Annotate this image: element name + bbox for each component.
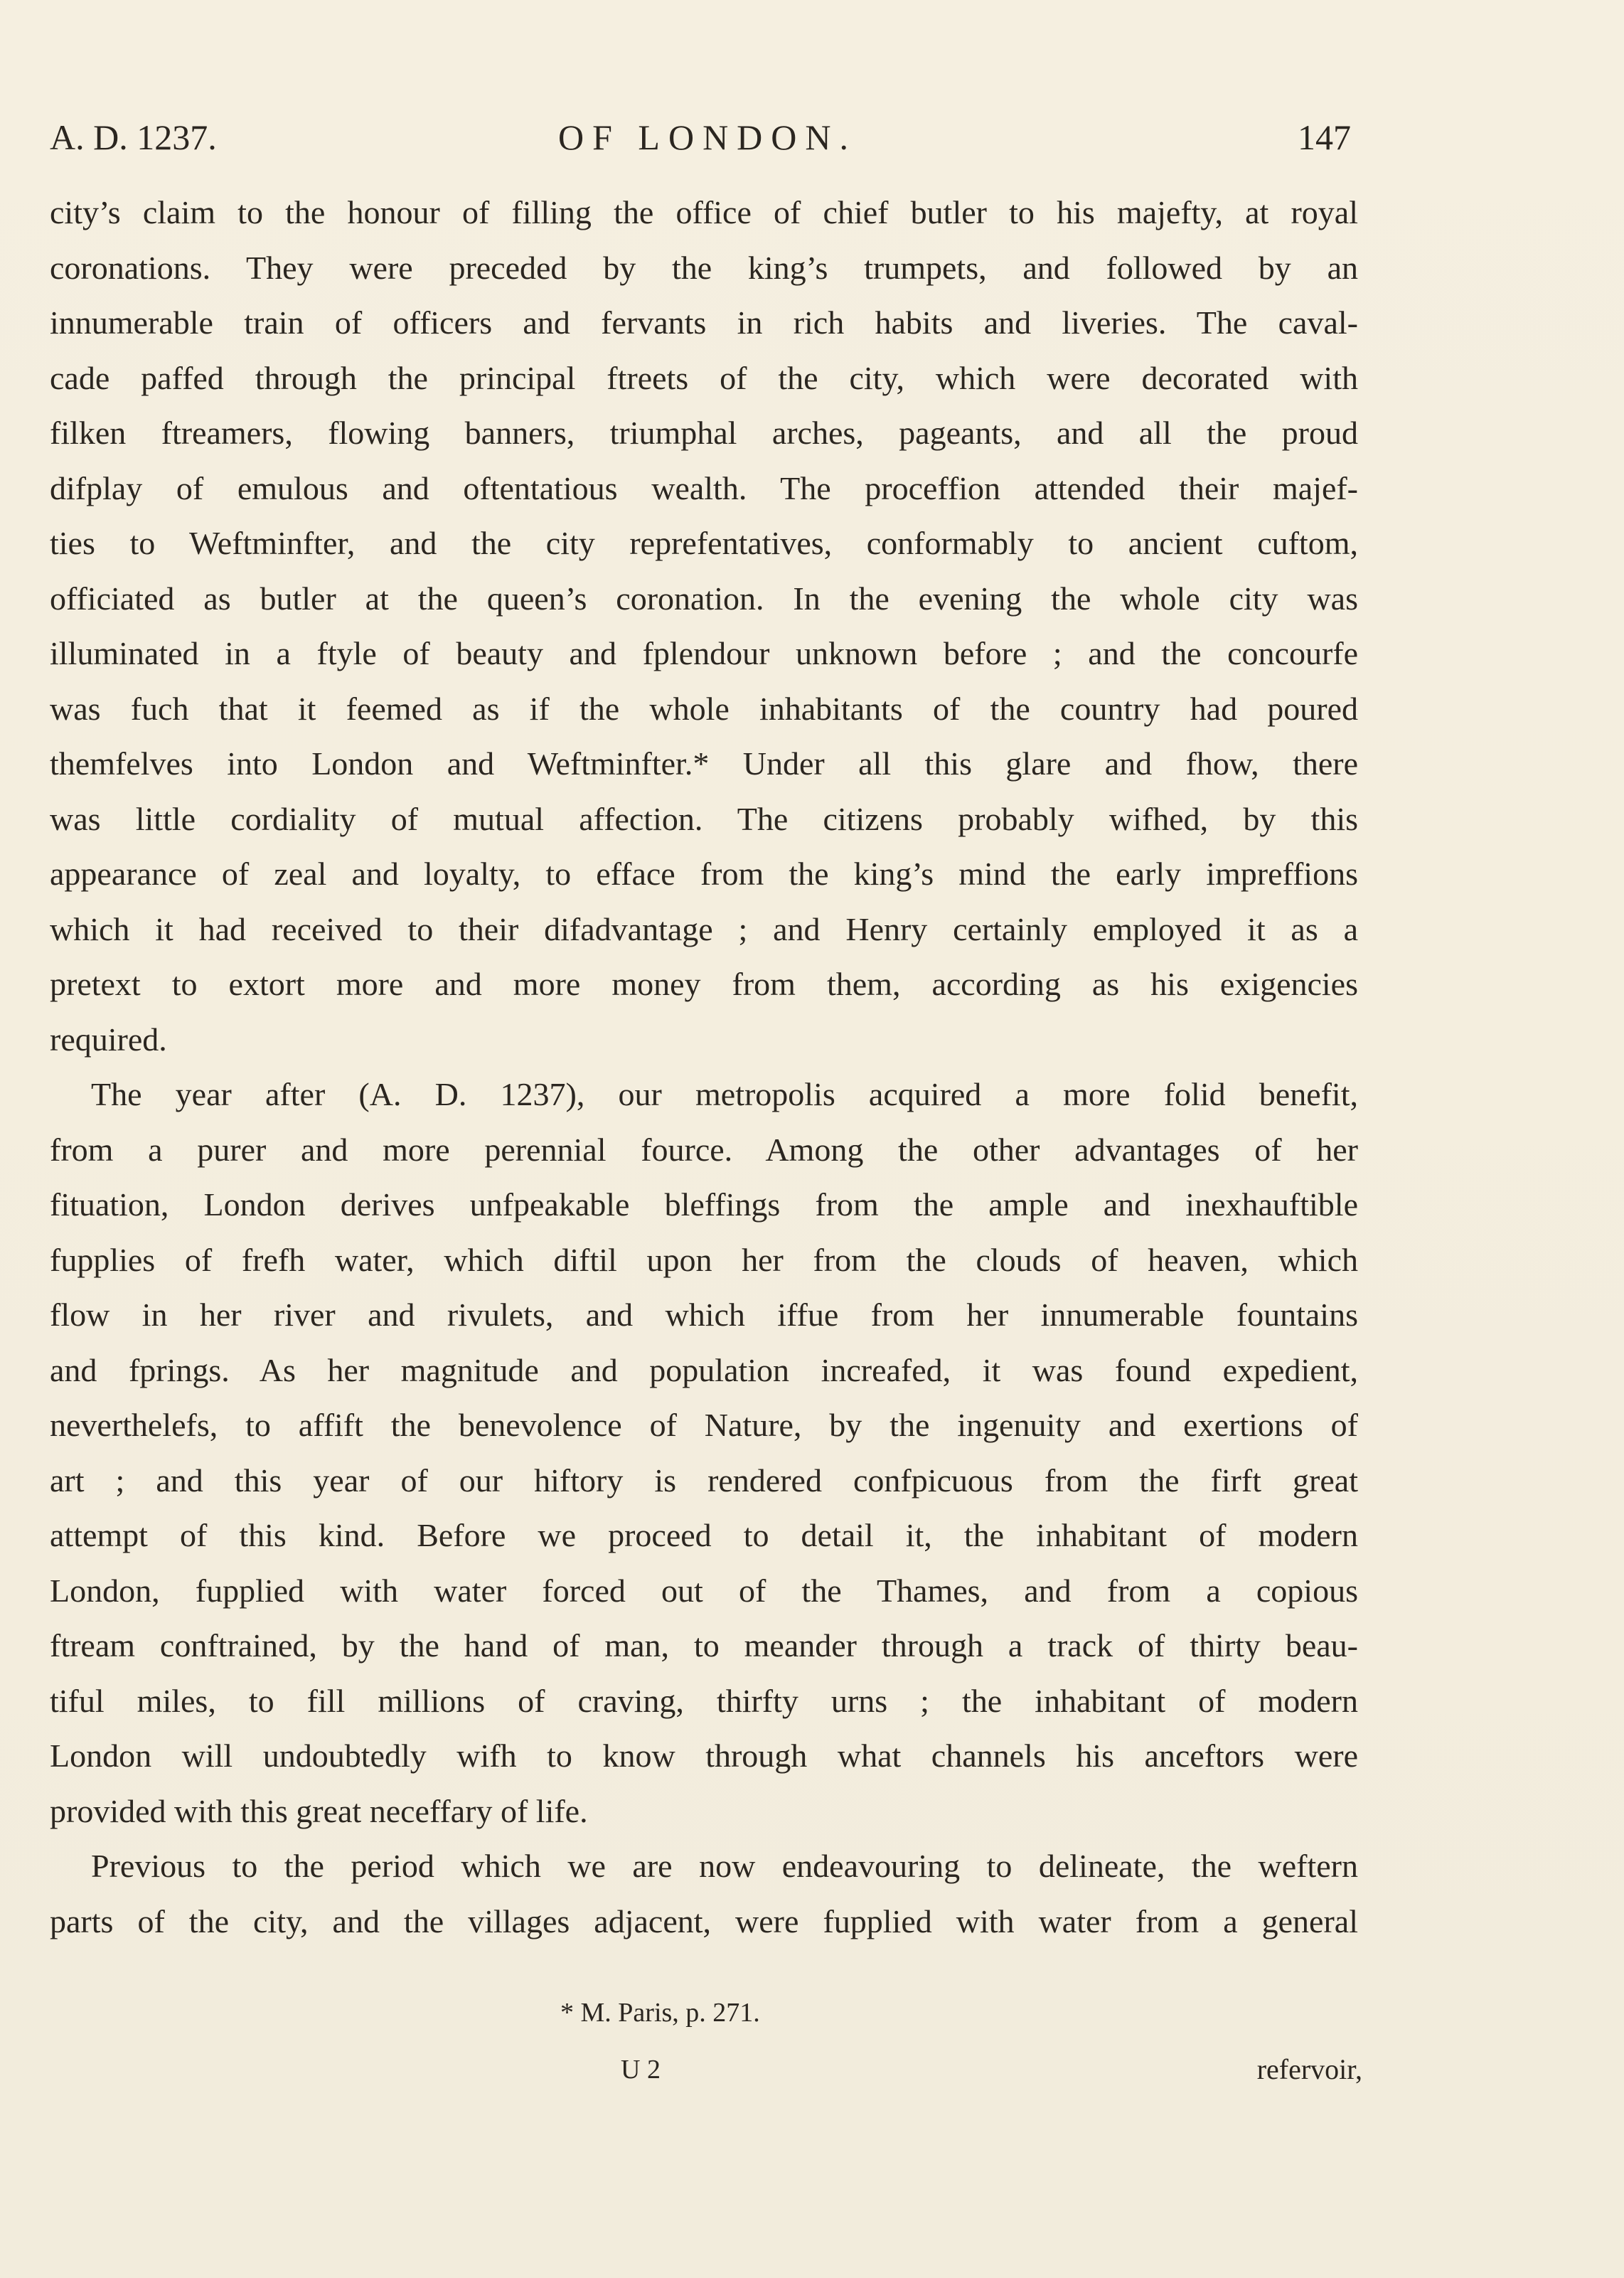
text-line: which it had received to their difadvantage ; and Henry certainly employed it as a — [50, 910, 1358, 947]
page-number: 147 — [1298, 117, 1351, 157]
paragraph-start-line: The year after (A. D. 1237), our metropolis acquired a more folid benefit, — [91, 1076, 1358, 1112]
text-line: was little cordiality of mutual affection. The citizens probably wifhed, by this — [50, 800, 1358, 837]
text-line: flow in her river and rivulets, and which iffue from her innumerable fountains — [50, 1297, 1358, 1333]
text-line: fupplies of frefh water, which diftil upon her from the clouds of heaven, which — [50, 1241, 1358, 1278]
text-line: city’s claim to the honour of filling the office of chief butler to his majefty, at royal — [50, 194, 1358, 230]
header-date: A. D. 1237. — [50, 117, 217, 157]
text-line: London will undoubtedly wifh to know through what channels his anceftors were — [50, 1737, 1358, 1774]
text-line: themfelves into London and Weftminfter.* Under all this glare and fhow, there — [50, 745, 1358, 782]
paragraph-start-line: Previous to the period which we are now endeavouring to delineate, the weftern — [91, 1848, 1358, 1884]
signature-mark: U 2 — [621, 2055, 661, 2085]
running-header — [50, 112, 1351, 162]
text-line: cade paffed through the principal ftreets of the city, which were decorated with — [50, 359, 1358, 396]
text-line: difplay of emulous and oftentatious wealth. The proceffion attended their majef- — [50, 469, 1358, 506]
catchword: refervoir, — [1256, 2053, 1362, 2085]
text-line: from a purer and more perennial fource. Among the other advantages of her — [50, 1131, 1358, 1168]
body-text — [50, 185, 1358, 1949]
text-line: ties to Weftminfter, and the city reprefentatives, conformably to ancient cuftom, — [50, 525, 1358, 561]
text-line: coronations. They were preceded by the king’s trumpets, and followed by an — [50, 249, 1358, 286]
text-line: filken ftreamers, flowing banners, triumphal arches, pageants, and all the proud — [50, 415, 1358, 451]
text-line: and fprings. As her magnitude and population increafed, it was found expedient, — [50, 1351, 1358, 1388]
text-line: parts of the city, and the villages adjacent, were fupplied with water from a general — [50, 1902, 1358, 1939]
header-title: OF LONDON. — [558, 117, 857, 157]
text-line: fituation, London derives unfpeakable bleffings from the ample and inexhauftible — [50, 1186, 1358, 1223]
text-line: ftream conftrained, by the hand of man, to meander through a track of thirty beau- — [50, 1627, 1358, 1664]
text-line: officiated as butler at the queen’s coronation. In the evening the whole city was — [50, 580, 1358, 617]
text-line: required. — [50, 1021, 167, 1058]
text-line: neverthelefs, to affift the benevolence of Nature, by the ingenuity and exertions of — [50, 1407, 1358, 1443]
text-line: tiful miles, to fill millions of craving, thirfty urns ; the inhabitant of modern — [50, 1682, 1358, 1719]
text-line: was fuch that it feemed as if the whole inhabitants of the country had poured — [50, 690, 1358, 727]
text-line: innumerable train of officers and fervants in rich habits and liveries. The caval- — [50, 304, 1358, 341]
text-line: appearance of zeal and loyalty, to efface from the king’s mind the early impreffions — [50, 856, 1358, 892]
text-line: art ; and this year of our hiftory is rendered confpicuous from the firft great — [50, 1462, 1358, 1499]
text-line: attempt of this kind. Before we proceed to detail it, the inhabitant of modern — [50, 1517, 1358, 1553]
footnote: * M. Paris, p. 271. — [560, 1998, 760, 2028]
text-line: London, fupplied with water forced out of the Thames, and from a copious — [50, 1572, 1358, 1609]
text-line: pretext to extort more and more money from them, according as his exigencies — [50, 966, 1358, 1002]
text-line: provided with this great neceffary of life. — [50, 1792, 588, 1829]
text-line: illuminated in a ftyle of beauty and fplendour unknown before ; and the concourfe — [50, 635, 1358, 671]
